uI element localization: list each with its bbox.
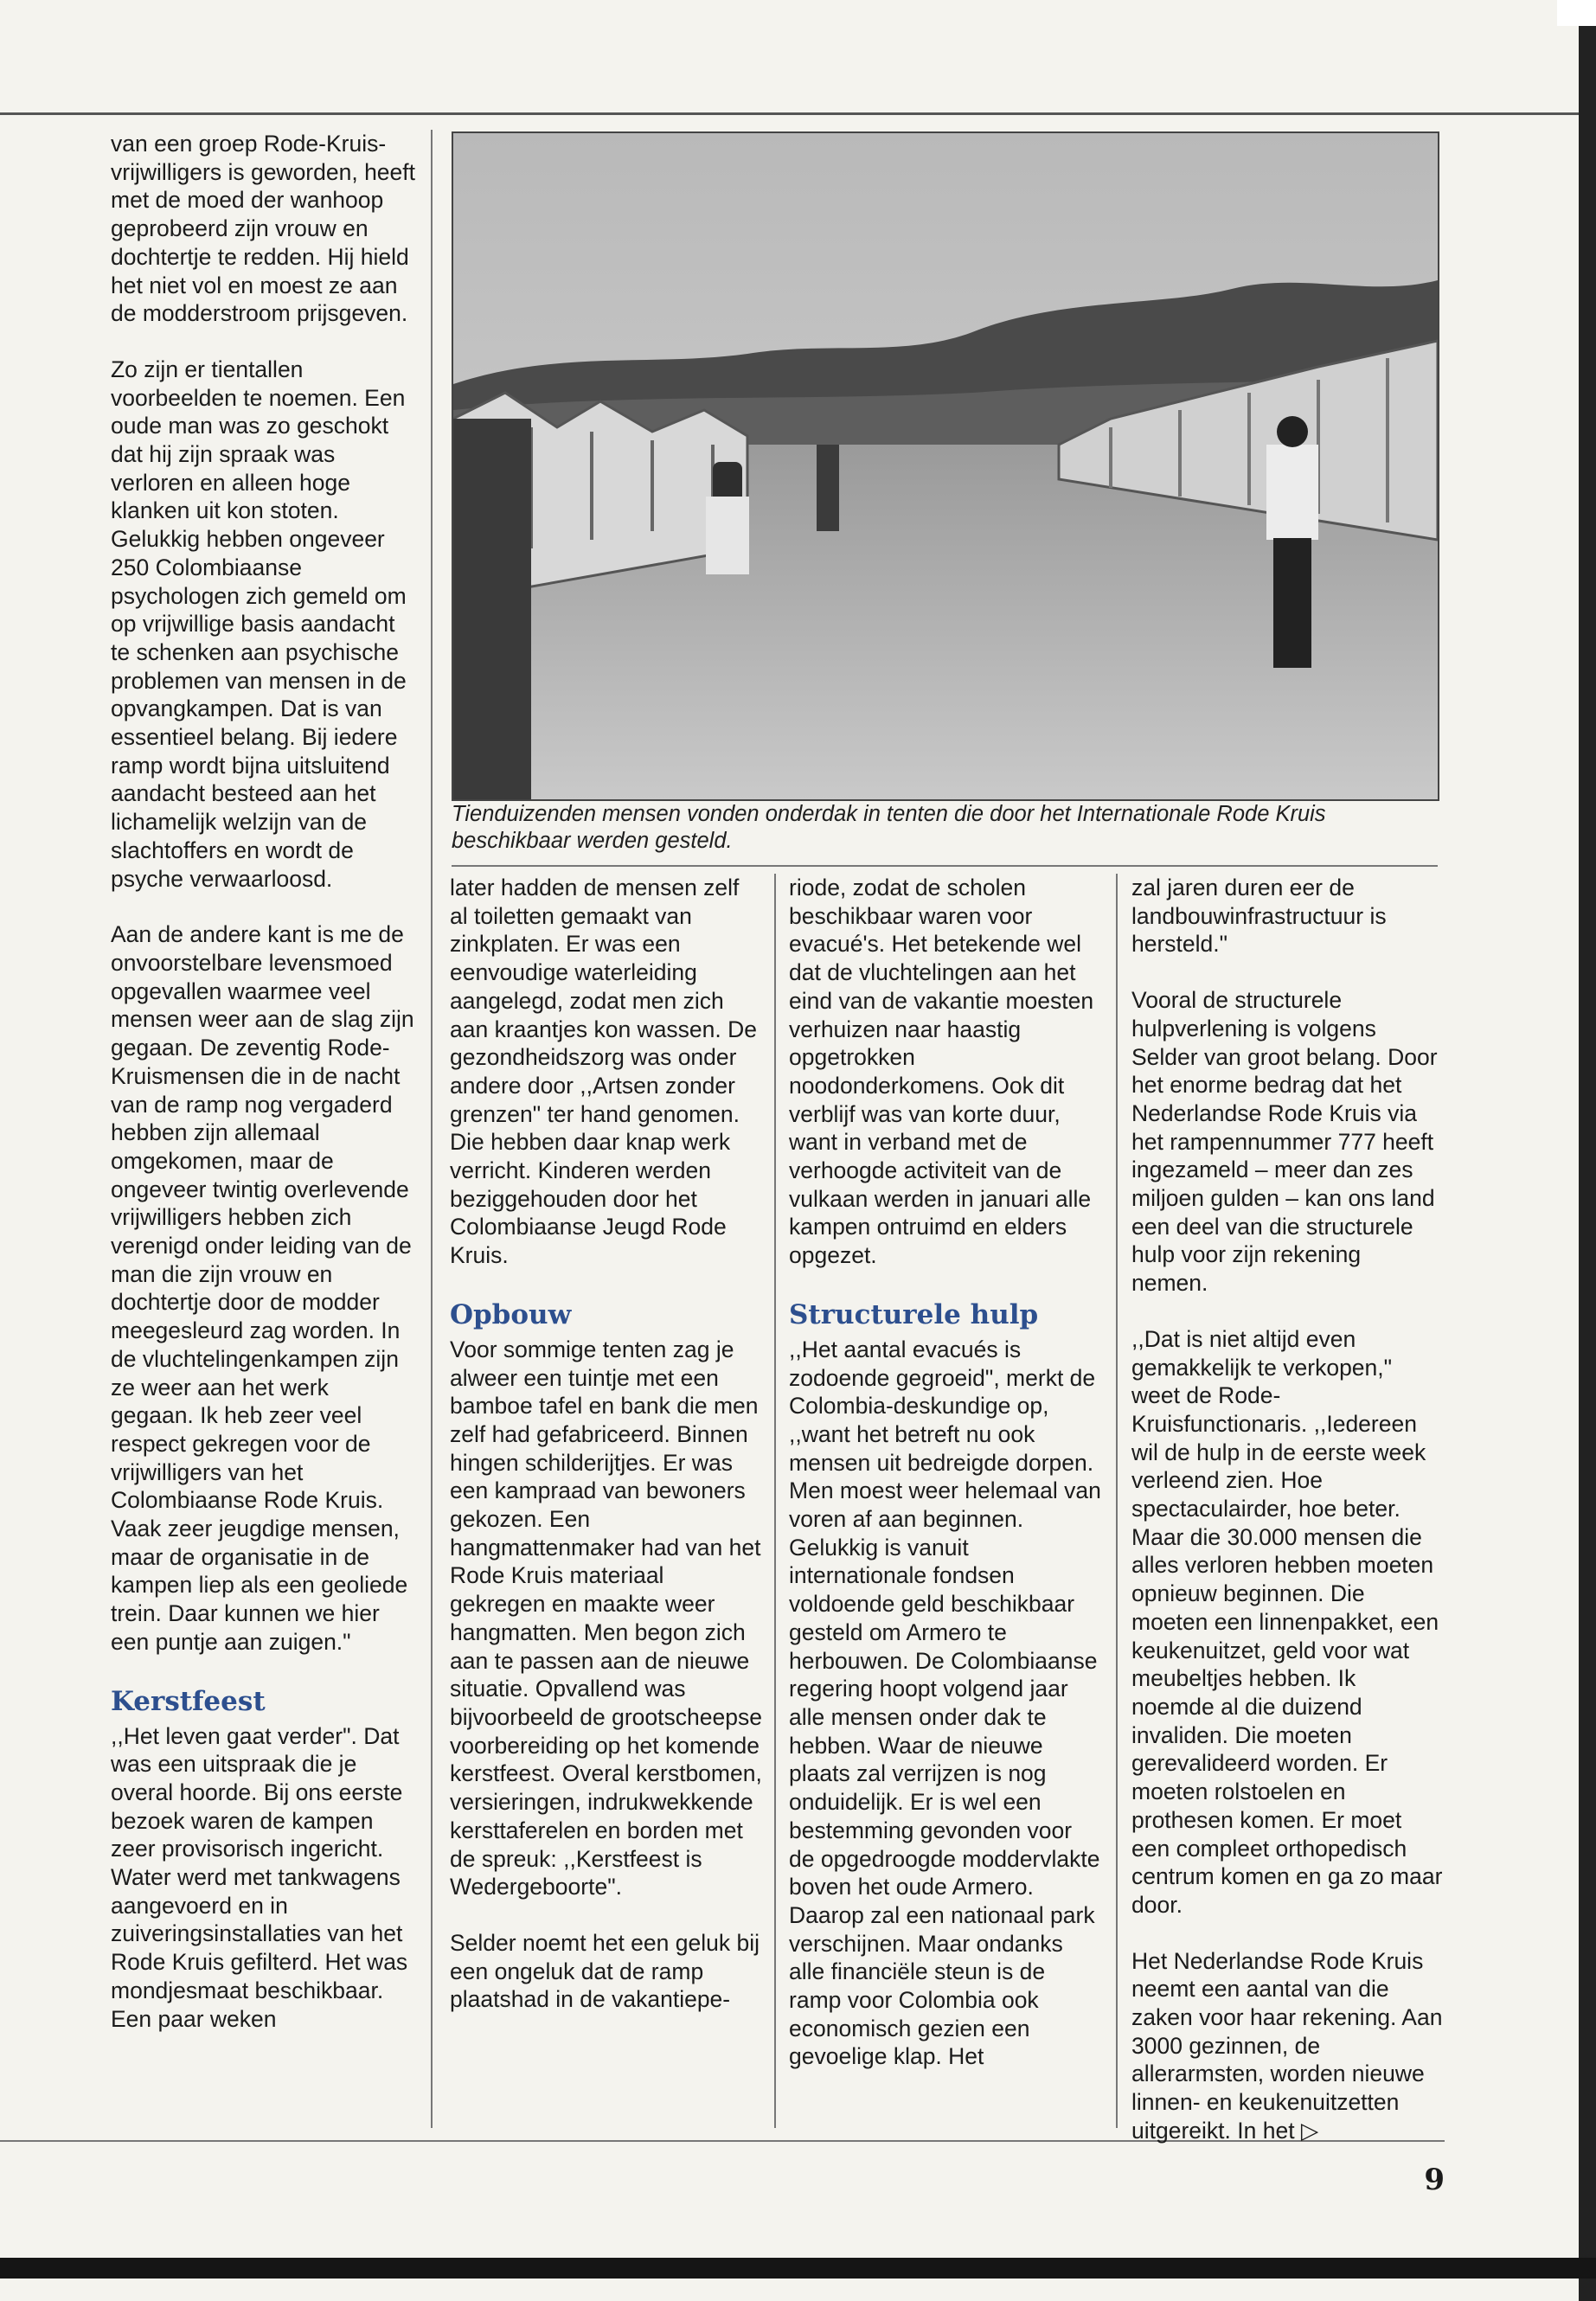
tent-camp-photo — [452, 131, 1439, 801]
paragraph: later hadden de mensen zelf al toiletten gemaakt van zinkplaten. Er was een eenvoudige waterleiding aangelegd, zodat men zich aan kraantjes kon wassen. De gezondheidszorg was onder andere door ,,Artsen zonder grenzen" ter hand genomen. Die hebben daar knap werk verricht. Kinderen werden beziggehouden door het Colombiaanse Jeugd Rode Kruis. — [450, 875, 758, 1269]
scan-bottom-edge — [0, 2258, 1596, 2279]
photo-caption: Tienduizenden mensen vonden onderdak in tenten die door het Internationale Rode Kruis beschikbaar werden gesteld. — [452, 802, 1326, 853]
paragraph: Voor sommige tenten zag je alweer een tuintje met een bamboe tafel en bank die men zelf had gefabriceerd. Binnen hingen schilderijtjes. Er was een kampraad van bewoners gekozen. Een hangmattenmaker had van het Rode Kruis materiaal gekregen en maakte weer hangmatten. Men begon zich aan te passen aan de nieuwe situatie. Opvallend was bijvoorbeeld de grootscheepse voorbereiding op het komende kerstfeest. Overal kerstbomen, versieringen, indrukwekkende kersttaferelen en borden met de spreuk: ,,Kerstfeest is Wedergeboorte". — [450, 1336, 762, 1900]
page-edge — [1579, 0, 1596, 2301]
section-heading-opbouw: Opbouw — [450, 1298, 572, 1330]
article-column-1 — [111, 130, 415, 2033]
paragraph: Aan de andere kant is me de onvoorstelbare levensmoed opgevallen waarmee veel mensen weer aan de slag zijn gegaan. De zeventig Rode-Kruismensen die in de nacht van de ramp nog vergaderd hebben zijn allemaal omgekomen, maar de ongeveer twintig overlevende vrijwilligers hebben zich verenigd onder leiding van de man die zijn vrouw en dochtertje door de modder meegesleurd zag worden. In de vluchtelingenkampen zijn ze weer aan het werk gegaan. Ik heb zeer veel respect gekregen voor de vrijwilligers van het Colombiaanse Rode Kruis. Vaak zeer jeugdige mensen, maar de organisatie in de kampen liep als een geoliede trein. Daar kunnen we hier een puntje aan zuigen." — [111, 921, 414, 1655]
paragraph: Zo zijn er tientallen voorbeelden te noemen. Een oude man was zo geschokt dat hij zijn spraak was verloren en alleen hoge klanken uit kon stoten. Gelukkig hebben ongeveer 250 Colombiaanse psychologen zich gemeld om op vrijwillige basis aandacht te schenken aan psychische problemen van mensen in de opvangkampen. Dat is van essentieel belang. Bij iedere ramp wordt bijna uitsluitend aandacht besteed aan het lichamelijk welzijn van de slachtoffers en wordt de psyche verwaarloosd. — [111, 356, 407, 892]
paragraph: Selder noemt het een geluk bij een ongeluk dat de ramp plaatshad in de vakantiepe- — [450, 1929, 760, 2013]
column-rule — [774, 874, 776, 2128]
paragraph: ,,Dat is niet altijd even gemakkelijk te verkopen," weet de Rode-Kruisfunctionaris. ,,Iedereen wil de hulp in de eerste week verleend zien. Hoe spectaculairder, hoe beter. Maar die 30.000 mensen die alles verloren hebben moeten opnieuw beginnen. Die moeten een linnenpakket, een keukenuitzet, geld voor wat meubeltjes hebben. Ik noemde al die duizend invaliden. Die moeten gerevalideerd worden. Er moeten rolstoelen en prothesen komen. Er moet een compleet orthopedisch centrum komen en ga zo maar door. — [1131, 1325, 1443, 1918]
paragraph: riode, zodat de scholen beschikbaar waren voor evacué's. Het betekende wel dat de vluchtelingen aan het eind van de vakantie moesten verhuizen naar haastig opgetrokken noodonderkomens. Ook dit verblijf was van korte duur, want in verband met de verhoogde activiteit van de vulkaan werden in januari alle kampen ontruimd en elders opgezet. — [789, 875, 1094, 1269]
caption-rule — [452, 865, 1438, 867]
column-rule — [431, 130, 433, 2128]
article-column-3 — [789, 874, 1102, 2071]
paragraph: Het Nederlandse Rode Kruis neemt een aantal van die zaken voor haar rekening. Aan 3000 gezinnen, de allerarmsten, worden nieuwe linnen- en keukenuitzetten uitgereikt. In het ▷ — [1131, 1947, 1443, 2144]
paragraph: Vooral de structurele hulpverlening is volgens Selder van groot belang. Door het enorme bedrag dat het Nederlandse Rode Kruis via het rampennummer 777 heeft ingezameld – meer dan zes miljoen gulden – kan ons land een deel van die structurele hulp voor zijn rekening nemen. — [1131, 987, 1438, 1297]
article-column-2 — [450, 874, 763, 2014]
paragraph: ,,Het aantal evacués is zodoende gegroeid", merkt de Colombia-deskundige op, ,,want het betreft nu ook mensen uit bedreigde dorpen. Men moest weer helemaal van voren af aan beginnen. Gelukkig is vanuit internationale fondsen voldoende geld beschikbaar gesteld om Armero te herbouwen. De Colombiaanse regering hoopt volgend jaar alle mensen onder dak te hebben. Waar de nieuwe plaats zal verrijzen is nog onduidelijk. Er is wel een bestemming gevonden voor de opgedroogde moddervlakte boven het oude Armero. Daarop zal een nationaal park verschijnen. Maar ondanks alle financiële steun is de ramp voor Colombia ook economisch gezien een gevoelige klap. Het — [789, 1336, 1101, 2070]
paragraph: zal jaren duren eer de landbouwinfrastructuur is hersteld." — [1131, 875, 1387, 958]
section-heading-kerstfeest: Kerstfeest — [111, 1685, 266, 1717]
column-rule — [1116, 874, 1118, 2128]
paragraph: ,,Het leven gaat verder". Dat was een uitspraak die je overal hoorde. Bij ons eerste bezoek waren de kampen zeer provisorisch ingericht. Water werd met tankwagens aangevoerd en in zuiveringsinstallaties van het Rode Kruis gefilterd. Het was mondjesmaat beschikbaar. Een paar weken — [111, 1722, 408, 2032]
section-heading-structurele-hulp: Structurele hulp — [789, 1298, 1039, 1330]
paragraph: van een groep Rode-Kruis-vrijwilligers is geworden, heeft met de moed der wanhoop geprobeerd zijn vrouw en dochtertje te redden. Hij hield het niet vol en moest ze aan de modderstroom prijsgeven. — [111, 131, 416, 327]
article-column-4 — [1131, 874, 1443, 2145]
page-edge-notch — [1557, 0, 1596, 26]
page-number: 9 — [1424, 2163, 1445, 2197]
top-rule — [0, 112, 1596, 115]
